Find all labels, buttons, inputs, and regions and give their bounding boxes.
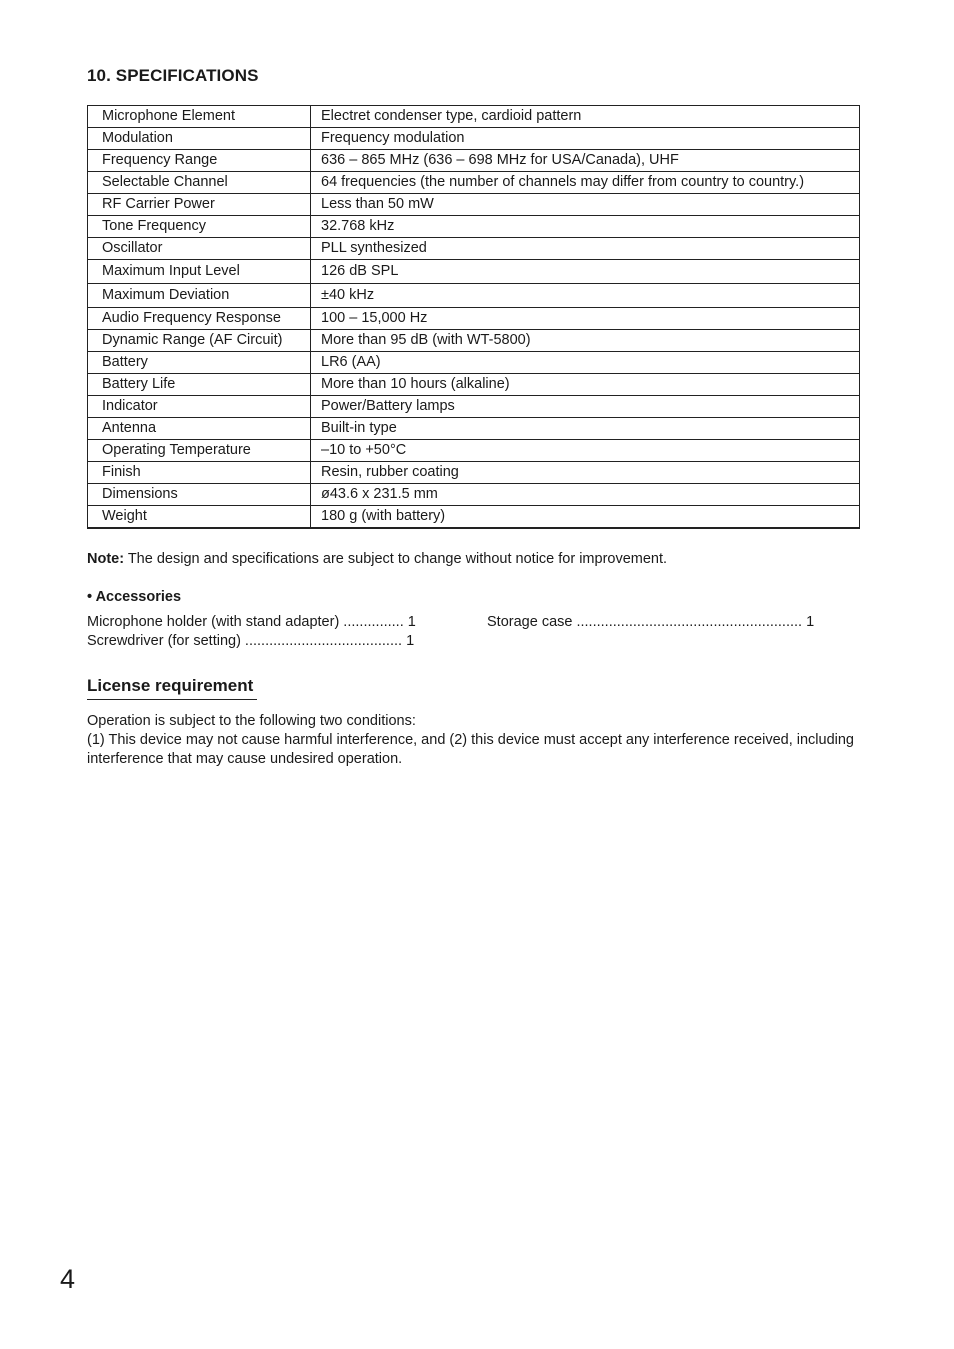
spec-value: Electret condenser type, cardioid pattern bbox=[311, 106, 860, 128]
spec-label: Battery Life bbox=[88, 374, 311, 396]
spec-value: LR6 (AA) bbox=[311, 352, 860, 374]
note bbox=[87, 551, 667, 567]
spec-row bbox=[88, 150, 860, 172]
spec-value: More than 10 hours (alkaline) bbox=[311, 374, 860, 396]
spec-row bbox=[88, 194, 860, 216]
spec-label: Indicator bbox=[88, 396, 311, 418]
spec-value: Resin, rubber coating bbox=[311, 462, 860, 484]
spec-value: 64 frequencies (the number of channels may differ from country to country.) bbox=[311, 172, 860, 194]
license-line: (1) This device may not cause harmful interference, and (2) this device must accept any interference received, including interference that may cause undesired operation. bbox=[87, 732, 854, 767]
spec-row bbox=[88, 418, 860, 440]
spec-row bbox=[88, 352, 860, 374]
spec-row bbox=[88, 396, 860, 418]
spec-label: Weight bbox=[88, 506, 311, 529]
spec-row bbox=[88, 506, 860, 529]
spec-label: Dynamic Range (AF Circuit) bbox=[88, 330, 311, 352]
spec-value: Built-in type bbox=[311, 418, 860, 440]
license-title: License requirement bbox=[87, 676, 257, 700]
spec-value: PLL synthesized bbox=[311, 238, 860, 260]
spec-value: Less than 50 mW bbox=[311, 194, 860, 216]
spec-label: Oscillator bbox=[88, 238, 311, 260]
spec-label: Selectable Channel bbox=[88, 172, 311, 194]
spec-row bbox=[88, 106, 860, 128]
spec-row bbox=[88, 284, 860, 308]
spec-row bbox=[88, 330, 860, 352]
license-text bbox=[87, 712, 867, 769]
specifications-table bbox=[87, 105, 860, 529]
spec-value: 180 g (with battery) bbox=[311, 506, 860, 529]
spec-value: 636 – 865 MHz (636 – 698 MHz for USA/Canada), UHF bbox=[311, 150, 860, 172]
spec-label: Frequency Range bbox=[88, 150, 311, 172]
spec-label: Maximum Deviation bbox=[88, 284, 311, 308]
spec-value: More than 95 dB (with WT-5800) bbox=[311, 330, 860, 352]
license-line: Operation is subject to the following two conditions: bbox=[87, 713, 416, 729]
spec-value: 126 dB SPL bbox=[311, 260, 860, 284]
spec-label: Audio Frequency Response bbox=[88, 308, 311, 330]
spec-row bbox=[88, 462, 860, 484]
spec-label: Operating Temperature bbox=[88, 440, 311, 462]
spec-value: Power/Battery lamps bbox=[311, 396, 860, 418]
spec-value: 100 – 15,000 Hz bbox=[311, 308, 860, 330]
spec-row bbox=[88, 216, 860, 238]
spec-label: Dimensions bbox=[88, 484, 311, 506]
spec-value: –10 to +50°C bbox=[311, 440, 860, 462]
spec-label: Maximum Input Level bbox=[88, 260, 311, 284]
accessories-heading: • Accessories bbox=[87, 589, 182, 605]
note-label: Note: bbox=[87, 551, 125, 567]
accessory-item: Storage case ........................................................ 1 bbox=[487, 614, 815, 630]
spec-row bbox=[88, 172, 860, 194]
spec-row bbox=[88, 128, 860, 150]
spec-value: ø43.6 x 231.5 mm bbox=[311, 484, 860, 506]
spec-label: Microphone Element bbox=[88, 106, 311, 128]
spec-label: RF Carrier Power bbox=[88, 194, 311, 216]
spec-value: 32.768 kHz bbox=[311, 216, 860, 238]
page-number: 4 bbox=[60, 1264, 76, 1294]
spec-label: Modulation bbox=[88, 128, 311, 150]
spec-row bbox=[88, 238, 860, 260]
spec-value: Frequency modulation bbox=[311, 128, 860, 150]
accessory-item: Microphone holder (with stand adapter) ............... 1 bbox=[87, 614, 416, 630]
spec-label: Tone Frequency bbox=[88, 216, 311, 238]
spec-row bbox=[88, 260, 860, 284]
spec-row bbox=[88, 440, 860, 462]
accessory-item: Screwdriver (for setting) ....................................... 1 bbox=[87, 633, 415, 649]
section-title: 10. SPECIFICATIONS bbox=[87, 66, 259, 85]
spec-value: ±40 kHz bbox=[311, 284, 860, 308]
spec-label: Antenna bbox=[88, 418, 311, 440]
spec-label: Finish bbox=[88, 462, 311, 484]
spec-row bbox=[88, 374, 860, 396]
spec-row bbox=[88, 484, 860, 506]
spec-label: Battery bbox=[88, 352, 311, 374]
note-text: The design and specifications are subject to change without notice for improvement. bbox=[124, 551, 668, 567]
spec-row bbox=[88, 308, 860, 330]
